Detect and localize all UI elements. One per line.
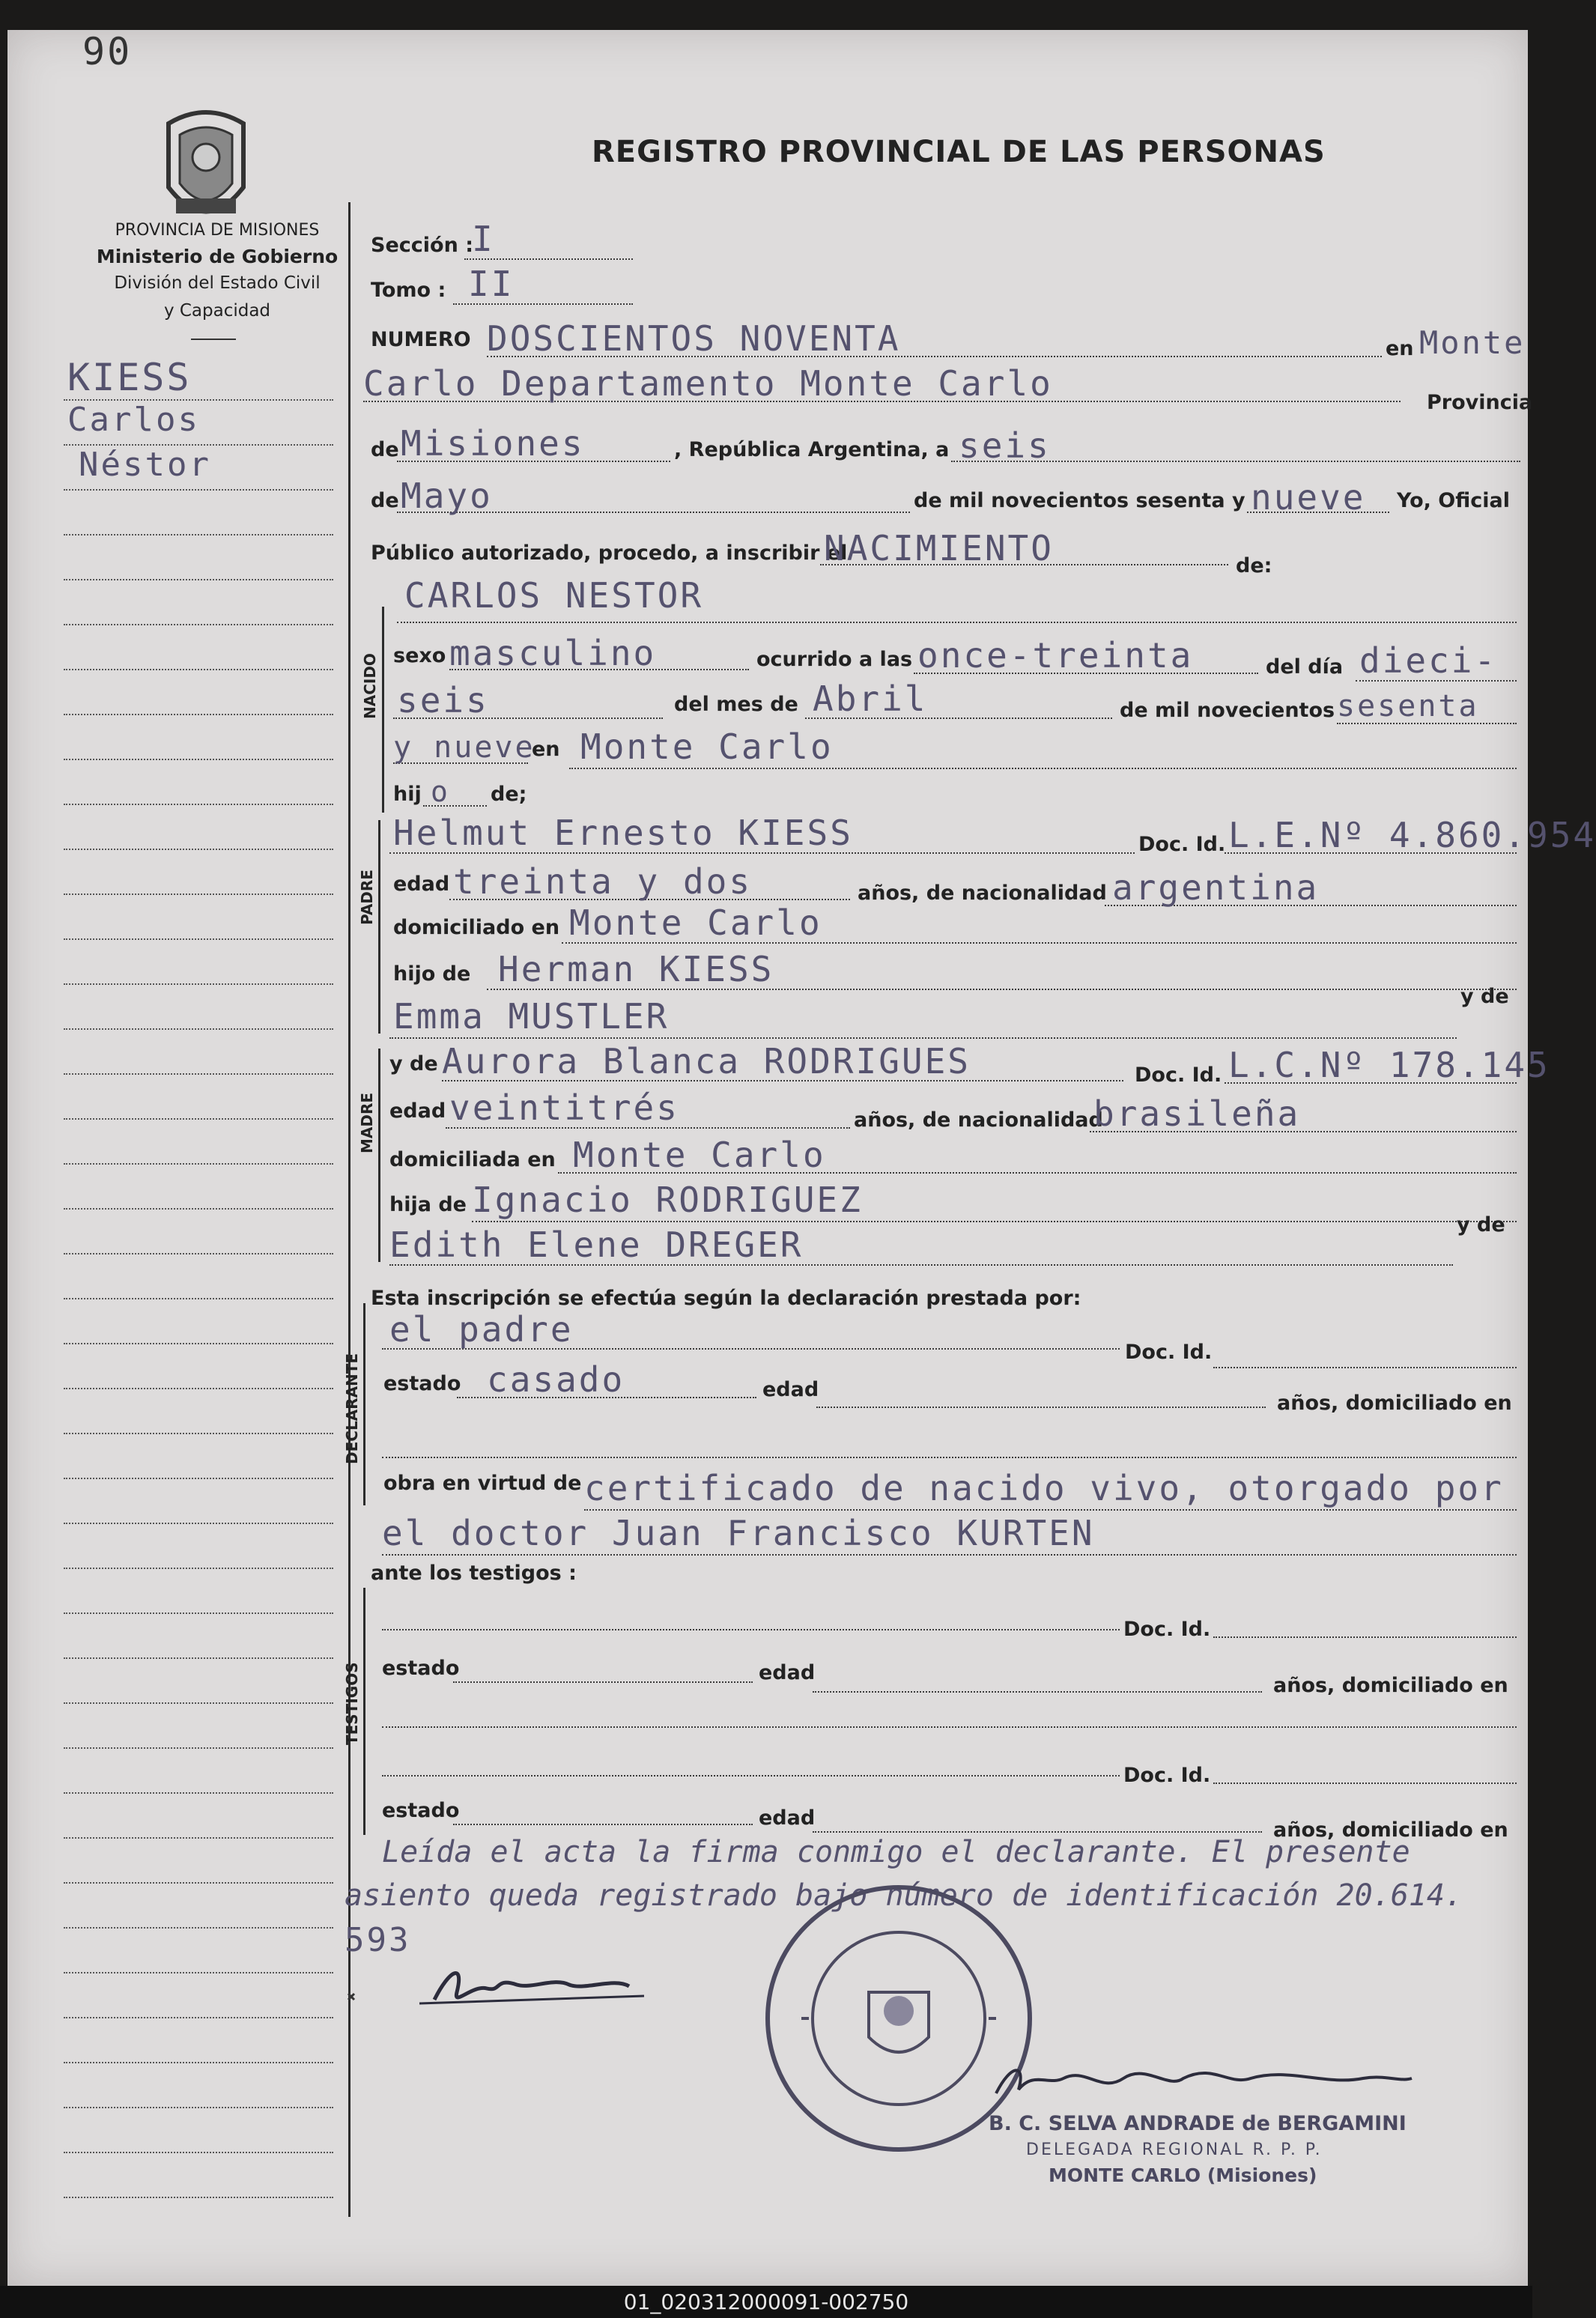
padre-padre: Herman KIESS [498, 949, 774, 989]
testigo2-estado-label: estado [382, 1799, 460, 1822]
label-de-mil2: de mil novecientos [1120, 699, 1335, 722]
testigo2-doc-label: Doc. Id. [1123, 1764, 1211, 1787]
padre-doc-label: Doc. Id. [1138, 833, 1226, 856]
value-sexo: masculino [449, 633, 657, 673]
madre-nombre: Aurora Blanca RODRIGUES [442, 1041, 971, 1081]
label-del-dia: del día [1266, 655, 1344, 679]
testigo1-estado-label: estado [382, 1657, 460, 1680]
value-mes-nac: Abril [813, 679, 928, 719]
footer-image-id: 01_020312000091-002750 [0, 2286, 1532, 2318]
label-publico: Público autorizado, procedo, a inscribir el [371, 541, 848, 565]
madre-hija-de-label: hija de [389, 1193, 467, 1216]
header-ministry: Ministerio de Gobierno [96, 246, 339, 267]
official-signature [989, 2056, 1416, 2108]
madre-edad: veintitrés [449, 1087, 679, 1128]
document-page [7, 30, 1596, 2286]
label-republica: , República Argentina, a [674, 438, 950, 461]
label-testigos: TESTIGOS [343, 1662, 361, 1745]
padre-rule [378, 820, 380, 1034]
value-hora: once-treinta [917, 635, 1194, 676]
declarante-doc-label: Doc. Id. [1125, 1341, 1213, 1364]
madre-domicilio-label: domiciliada en [389, 1148, 556, 1171]
value-dia-nac: dieci- [1359, 640, 1498, 681]
declarante-nombre: el padre [389, 1309, 574, 1350]
label-del-mes: del mes de [674, 693, 798, 716]
padre-y-de: y de [1460, 985, 1509, 1008]
value-numero: DOSCIENTOS NOVENTA [487, 318, 901, 359]
label-numero: NUMERO [371, 328, 471, 351]
label-en: en [1386, 337, 1414, 360]
value-nombre: CARLOS NESTOR [404, 575, 704, 616]
header-capacity: y Capacidad [163, 301, 271, 321]
madre-y-de: y de [1457, 1213, 1505, 1237]
page-number: 90 [82, 30, 133, 73]
value-mes: Mayo [401, 476, 493, 516]
padre-madre: Emma MUSTLER [393, 996, 670, 1037]
official-location: MONTE CARLO (Misiones) [1049, 2164, 1317, 2186]
padre-doc: L.E.Nº 4.860.954 [1228, 815, 1596, 855]
label-provincia: Provincia [1427, 391, 1533, 414]
madre-domicilio: Monte Carlo [573, 1135, 826, 1175]
madre-nacionalidad: brasileña [1093, 1093, 1301, 1134]
padre-nombre: Helmut Ernesto KIESS [393, 813, 853, 853]
value-provincia: Misiones [401, 423, 585, 464]
margin-second-name: Néstor [79, 446, 211, 484]
value-seccion: I [472, 219, 495, 259]
testigo1-doc-label: Doc. Id. [1123, 1618, 1211, 1641]
label-ante-testigos: ante los testigos : [371, 1562, 577, 1585]
padre-edad: treinta y dos [453, 861, 753, 902]
value-dia-nac2: seis [397, 680, 489, 720]
declarante-estado-label: estado [383, 1372, 461, 1395]
label-hij: hij [393, 783, 422, 806]
madre-nac-label: años, de nacionalidad [854, 1108, 1103, 1132]
padre-hijo-de-label: hijo de [393, 962, 471, 986]
declarante-anos-label: años, domiciliado en [1277, 1392, 1512, 1415]
declarante-certificado2: el doctor Juan Francisco KURTEN [382, 1513, 1095, 1553]
label-obra: obra en virtud de [383, 1472, 582, 1495]
margin-surname: KIESS [67, 356, 192, 399]
declarante-edad-label: edad [762, 1378, 819, 1401]
madre-padre: Ignacio RODRIGUEZ [472, 1180, 863, 1220]
label-de2: de [371, 489, 399, 512]
madre-doc-label: Doc. Id. [1135, 1064, 1222, 1087]
declarante-rule [363, 1303, 365, 1505]
testigos-rule [363, 1588, 365, 1835]
madre-prefix: y de [389, 1052, 438, 1075]
declarante-estado: casado [487, 1359, 625, 1400]
testigo1-edad-label: edad [759, 1661, 816, 1684]
label-de: de [371, 438, 399, 461]
madre-rule [378, 1049, 380, 1262]
label-declarante: DECLARANTE [343, 1353, 361, 1464]
label-sexo: sexo [393, 644, 446, 667]
header-divider [191, 339, 236, 340]
value-year-nac2: y nueve [393, 730, 535, 765]
value-year: nueve [1251, 477, 1366, 518]
testigo1-anos-label: años, domiciliado en [1273, 1674, 1508, 1697]
left-margin-rule [348, 202, 351, 2217]
testigo2-edad-label: edad [759, 1806, 816, 1830]
label-de-semicolon: de; [491, 783, 527, 806]
madre-edad-label: edad [389, 1099, 446, 1123]
label-seccion: Sección : [371, 234, 473, 257]
declarant-signature [345, 1955, 659, 2015]
page-title: REGISTRO PROVINCIAL DE LAS PERSONAS [592, 135, 1326, 169]
value-acto: NACIMIENTO [824, 528, 1054, 568]
madre-madre: Edith Elene DREGER [389, 1225, 804, 1265]
label-yo-oficial: Yo, Oficial [1397, 489, 1510, 512]
value-year-nac: sesenta [1337, 689, 1479, 723]
value-en-place: Monte [1419, 324, 1526, 361]
padre-nacionalidad: argentina [1112, 867, 1320, 908]
nacido-rule [382, 607, 384, 813]
label-tomo: Tomo : [371, 279, 446, 302]
padre-domicilio: Monte Carlo [569, 902, 822, 943]
nota-line1: Leída el acta la firma conmigo el declarante. El presente [382, 1835, 1410, 1869]
label-padre: PADRE [358, 870, 376, 925]
label-de-mil: de mil novecientos sesenta y [914, 489, 1245, 512]
testigo2-anos-label: años, domiciliado en [1273, 1818, 1508, 1842]
nota-line3: 593 [345, 1921, 411, 1959]
value-tomo: II [468, 264, 515, 304]
value-place-line: Carlo Departamento Monte Carlo [363, 363, 1053, 404]
label-en-lugar: en [532, 738, 560, 761]
madre-doc: L.C.Nº 178.145 [1228, 1045, 1550, 1085]
coat-of-arms-logo [157, 105, 255, 236]
header-province: PROVINCIA DE MISIONES [115, 221, 320, 240]
label-madre: MADRE [358, 1092, 376, 1153]
value-lugar-nac: Monte Carlo [580, 726, 834, 767]
label-esta-inscripcion: Esta inscripción se efectúa según la declaración prestada por: [371, 1287, 1081, 1310]
padre-edad-label: edad [393, 873, 450, 896]
margin-first-name: Carlos [67, 401, 200, 439]
label-de-colon: de: [1236, 554, 1272, 577]
header-division: División del Estado Civil [114, 273, 321, 293]
label-nacido: NACIDO [361, 653, 379, 719]
official-name: B. C. SELVA ANDRADE de BERGAMINI [989, 2112, 1407, 2135]
label-ocurrido: ocurrido a las [756, 648, 913, 671]
official-title: DELEGADA REGIONAL R. P. P. [1026, 2140, 1323, 2159]
value-hijo-suffix: o [431, 775, 450, 808]
declarante-certificado: certificado de nacido vivo, otorgado por [584, 1468, 1504, 1508]
padre-nac-label: años, de nacionalidad [858, 882, 1107, 905]
nota-line2: asiento queda registrado bajo número de identificación 20.614. [345, 1878, 1463, 1913]
value-dia: seis [959, 425, 1051, 466]
padre-domicilio-label: domiciliado en [393, 916, 560, 939]
